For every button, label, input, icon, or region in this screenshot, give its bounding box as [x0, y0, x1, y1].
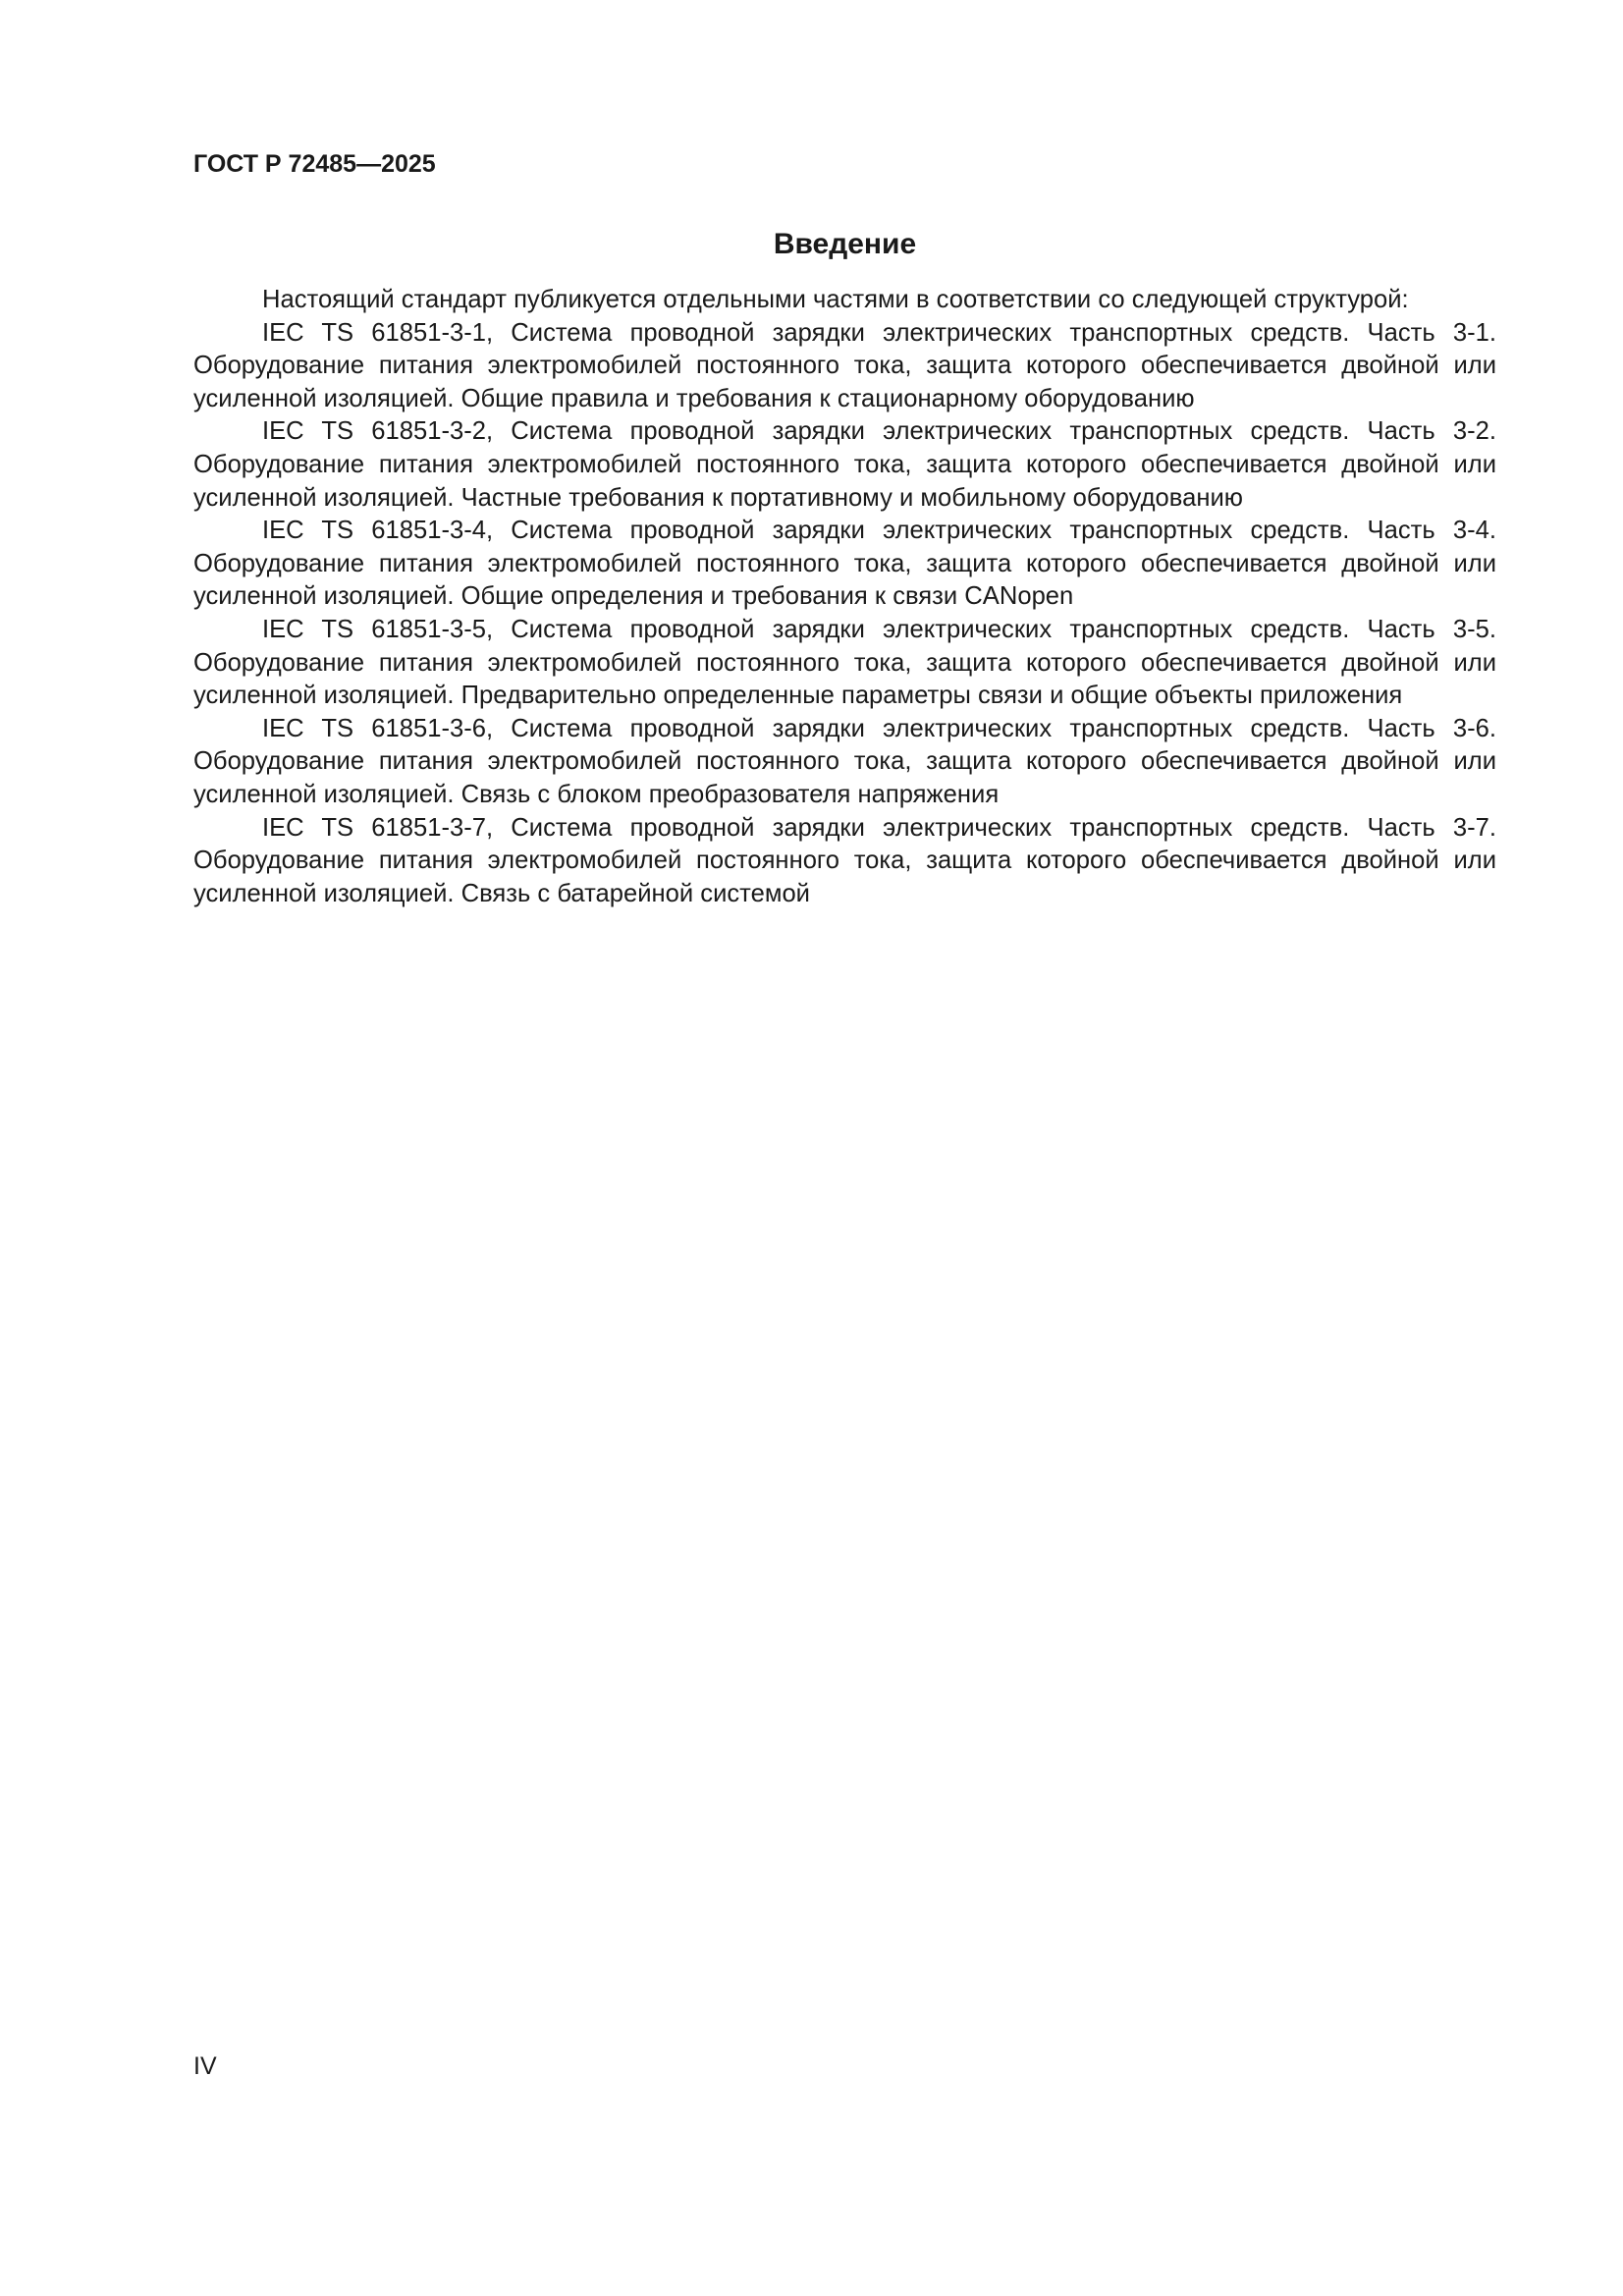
- paragraph-standard-3-7: IEC TS 61851-3-7, Система проводной зарядки электрических транспортных средств. Часть 3-7. Оборудование питания электромобилей постоянного тока, защита которого обеспечивается двойной или усиленной изоляцией. Связь с батарейной системой: [193, 813, 1496, 907]
- paragraph-standard-3-2: IEC TS 61851-3-2, Система проводной зарядки электрических транспортных средств. Часть 3-2. Оборудование питания электромобилей постоянного тока, защита которого обеспечивается двойной или усиленной изоляцией. Частные требования к портативному и мобильному оборудованию: [193, 417, 1496, 512]
- section-title: Введение: [773, 228, 917, 260]
- body-text: [193, 284, 1496, 910]
- paragraph-standard-3-4: IEC TS 61851-3-4, Система проводной зарядки электрических транспортных средств. Часть 3-4. Оборудование питания электромобилей постоянного тока, защита которого обеспечивается двойной или усиленной изоляцией. Общие определения и требования к связи CANopen: [193, 517, 1496, 611]
- page-number: IV: [193, 2052, 217, 2080]
- paragraph-standard-3-6: IEC TS 61851-3-6, Система проводной зарядки электрических транспортных средств. Часть 3-6. Оборудование питания электромобилей постоянного тока, защита которого обеспечивается двойной или усиленной изоляцией. Связь с блоком преобразователя напряжения: [193, 714, 1496, 808]
- paragraph-intro: Настоящий стандарт публикуется отдельными частями в соответствии со следующей структурой:: [262, 286, 1409, 313]
- paragraph-standard-3-5: IEC TS 61851-3-5, Система проводной зарядки электрических транспортных средств. Часть 3-5. Оборудование питания электромобилей постоянного тока, защита которого обеспечивается двойной или усиленной изоляцией. Предварительно определенные параметры связи и общие объекты приложения: [193, 615, 1496, 710]
- document-code: ГОСТ Р 72485—2025: [193, 150, 436, 178]
- paragraph-standard-3-1: IEC TS 61851-3-1, Система проводной зарядки электрических транспортных средств. Часть 3-1. Оборудование питания электромобилей постоянного тока, защита которого обеспечивается двойной или усиленной изоляцией. Общие правила и требования к стационарному оборудованию: [193, 318, 1496, 412]
